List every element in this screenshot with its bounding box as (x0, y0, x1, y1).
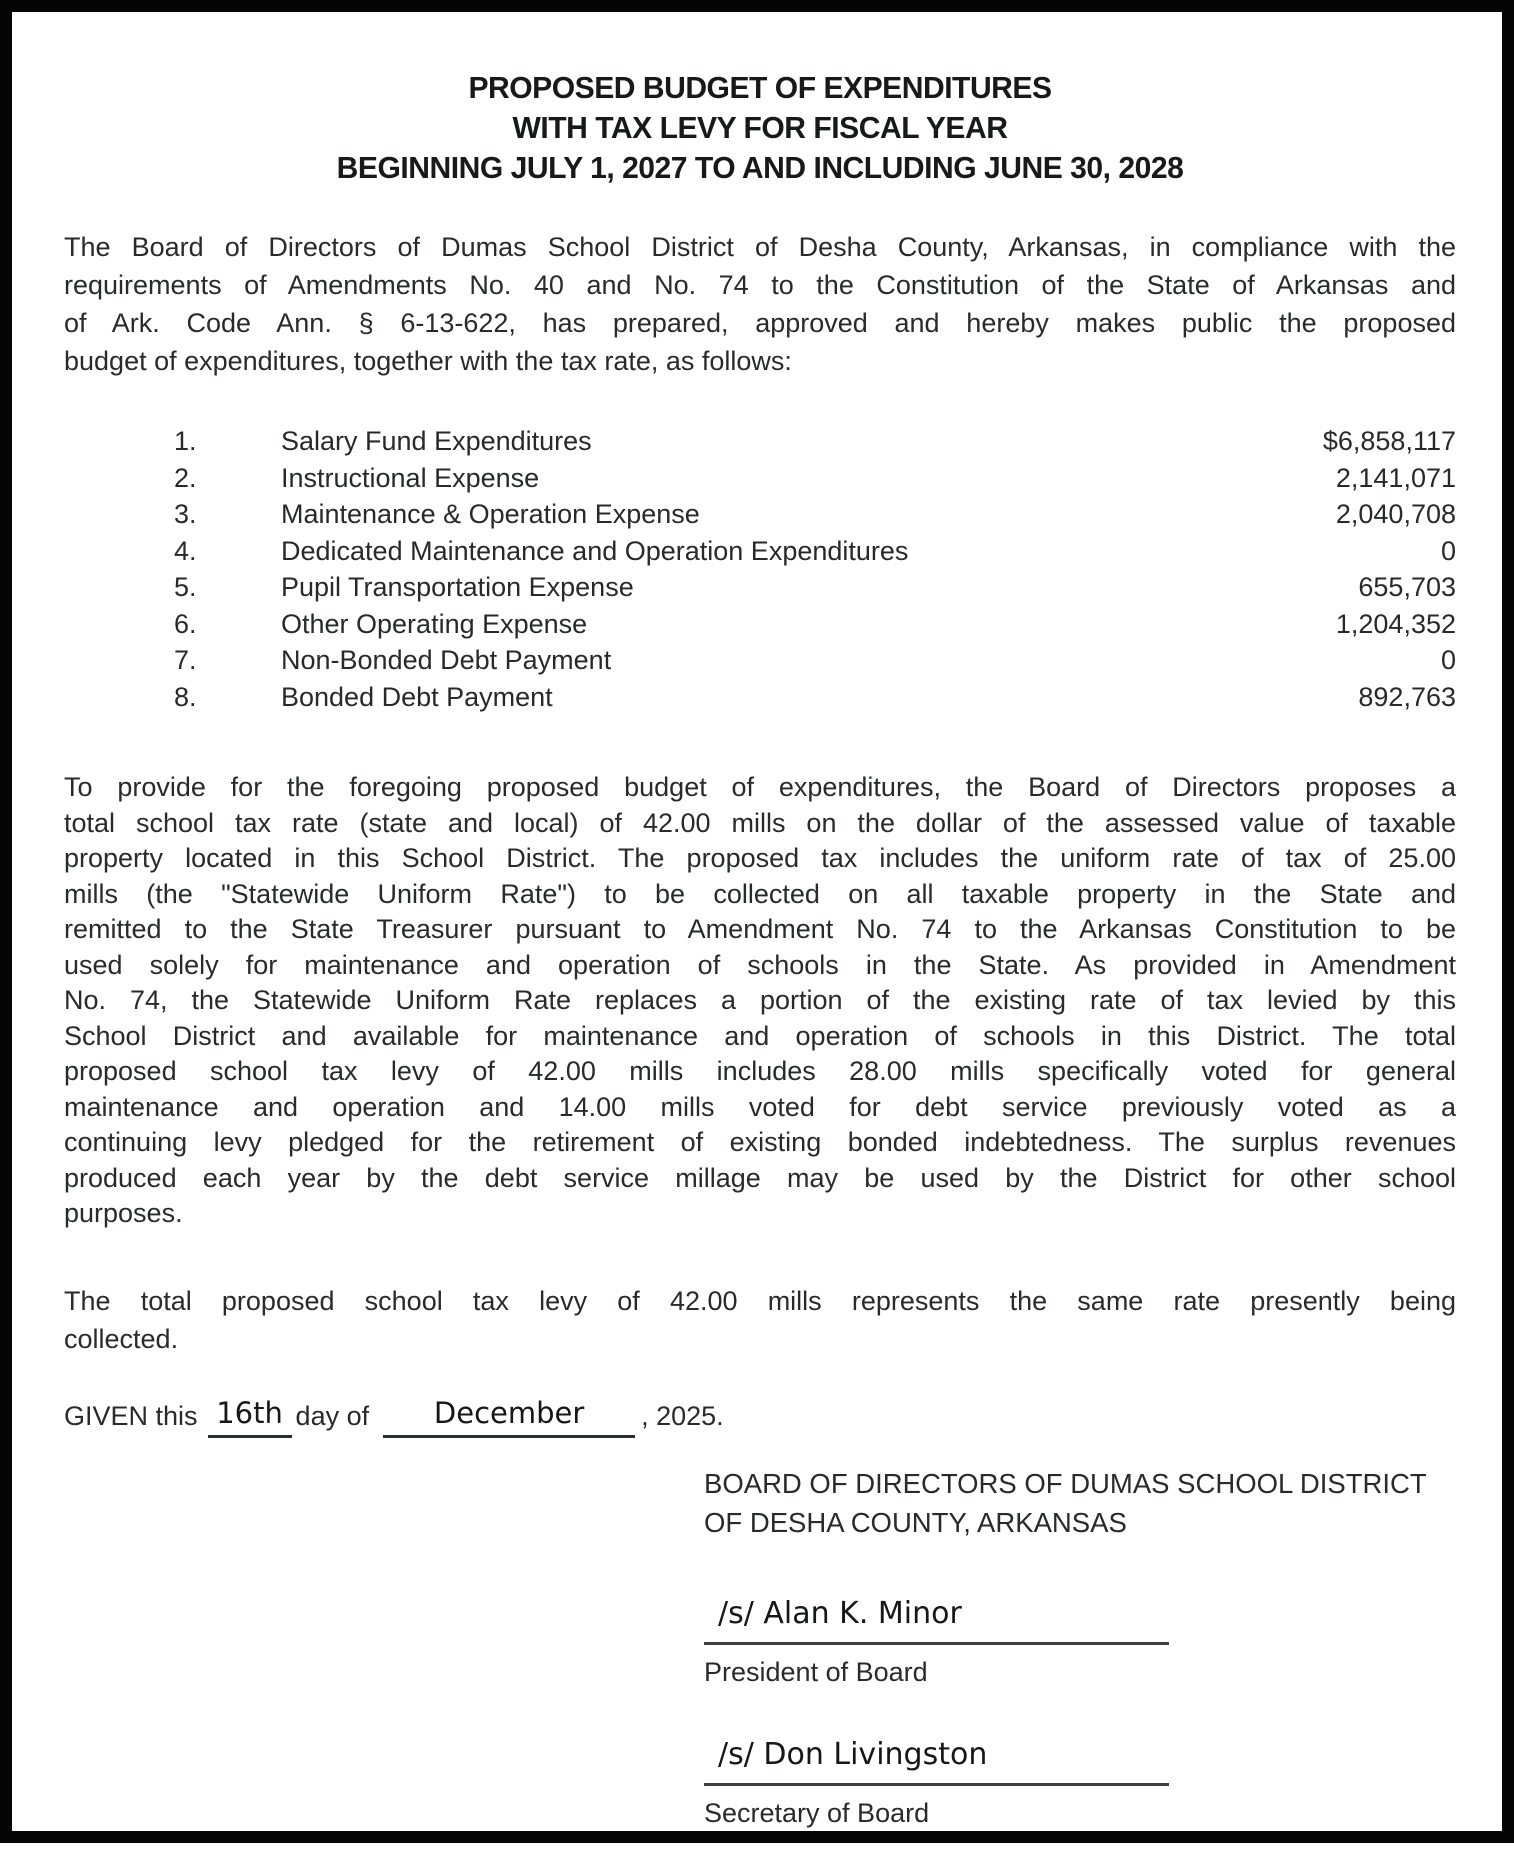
text-line: PROPOSED BUDGET OF EXPENDITURES (468, 70, 1052, 105)
budget-item-amount: 655,703 (1358, 572, 1456, 602)
budget-item-amount: 0 (1440, 645, 1456, 675)
text-line: purposes. (64, 1198, 183, 1228)
budget-item-number: 8. (174, 681, 197, 712)
budget-item-amount: 2,141,071 (1335, 462, 1456, 493)
text-line: total school tax rate (state and local) of 42.00 mills on the dollar of the assessed value of taxable (64, 807, 1456, 838)
text-line: The Board of Directors of Dumas School District of Desha County, Arkansas, in compliance with the (64, 232, 1456, 262)
text-line: of Ark. Code Ann. § 6-13-622, has prepared, approved and hereby makes public the proposed (64, 308, 1456, 338)
budget-row (64, 463, 1456, 500)
budget-row (64, 645, 1456, 682)
intro-paragraph (64, 228, 1456, 380)
budget-item-number: 2. (174, 462, 197, 493)
signature-block-president (704, 1594, 1456, 1689)
text-line: To provide for the foregoing proposed budget of expenditures, the Board of Directors proposes a (64, 772, 1456, 802)
budget-item-amount: 1,204,352 (1335, 608, 1456, 639)
text-line: remitted to the State Treasurer pursuant to Amendment No. 74 to the Arkansas Constitution to be (64, 914, 1456, 944)
budget-item-label: Non-Bonded Debt Payment (281, 645, 612, 675)
text-line: proposed school tax levy of 42.00 mills includes 28.00 mills specifically voted for general (64, 1056, 1456, 1086)
text-line: BOARD OF DIRECTORS OF DUMAS SCHOOL DISTRICT (704, 1467, 1427, 1499)
text-line: BEGINNING JULY 1, 2027 TO AND INCLUDING JUNE 30, 2028 (336, 150, 1184, 185)
text-line: requirements of Amendments No. 40 and No. 74 to the Constitution of the State of Arkansas and (64, 270, 1456, 300)
budget-item-label: Instructional Expense (281, 462, 540, 493)
given-suffix: , 2025. (641, 1400, 724, 1431)
secretary-signature: /s/ Don Livingston (718, 1736, 988, 1772)
president-title: President of Board (704, 1656, 928, 1687)
budget-row (64, 426, 1456, 463)
budget-row (64, 682, 1456, 719)
levy-summary-paragraph (64, 1282, 1456, 1358)
text-line: property located in this School District. The proposed tax includes the uniform rate of tax of 25.00 (64, 843, 1456, 873)
board-of-directors-heading (704, 1464, 1456, 1542)
text-line: mills (the "Statewide Uniform Rate") to be collected on all taxable property in the State and (64, 878, 1456, 909)
budget-item-number: 3. (174, 499, 197, 529)
text-line: maintenance and operation and 14.00 mills voted for debt service previously voted as a (64, 1091, 1456, 1122)
budget-item-number: 1. (174, 426, 197, 456)
text-line: WITH TAX LEVY FOR FISCAL YEAR (512, 110, 1008, 145)
text-line: continuing levy pledged for the retirement of existing bonded indebtedness. The surplus revenues (64, 1127, 1456, 1157)
budget-item-number: 5. (174, 572, 197, 602)
secretary-title: Secretary of Board (704, 1797, 930, 1828)
president-signature: /s/ Alan K. Minor (718, 1595, 962, 1631)
secretary-signature-line (704, 1735, 1169, 1786)
day-fill-slot (208, 1395, 292, 1438)
budget-item-amount: 892,763 (1358, 681, 1456, 712)
tax-rate-paragraph (64, 770, 1456, 1232)
text-line: budget of expenditures, together with the tax rate, as follows: (64, 346, 792, 376)
budget-item-label: Pupil Transportation Expense (281, 572, 634, 602)
budget-item-label: Maintenance & Operation Expense (281, 499, 700, 529)
text-line: collected. (64, 1323, 179, 1354)
month-fill-slot (383, 1395, 635, 1438)
text-line: produced each year by the debt service millage may be used by the District for other school (64, 1162, 1456, 1193)
budget-item-label: Dedicated Maintenance and Operation Expenditures (281, 535, 909, 566)
text-line: No. 74, the Statewide Uniform Rate replaces a portion of the existing rate of tax levied by this (64, 985, 1456, 1015)
signature-block-secretary (704, 1735, 1456, 1830)
budget-row (64, 609, 1456, 646)
budget-row (64, 536, 1456, 573)
budget-item-number: 6. (174, 608, 197, 639)
budget-list (64, 426, 1456, 718)
given-prefix: GIVEN this (64, 1400, 198, 1431)
budget-item-amount: $6,858,117 (1322, 426, 1456, 456)
document-content (12, 12, 1502, 1850)
budget-item-label: Other Operating Expense (281, 608, 588, 639)
budget-row (64, 572, 1456, 609)
budget-item-amount: 2,040,708 (1335, 499, 1456, 529)
text-line: OF DESHA COUNTY, ARKANSAS (704, 1506, 1127, 1538)
month-value: December (433, 1395, 585, 1430)
budget-item-label: Salary Fund Expenditures (281, 426, 592, 456)
budget-item-amount: 0 (1440, 535, 1456, 566)
day-value: 16th (216, 1395, 283, 1430)
text-line: used solely for maintenance and operation of schools in the State. As provided in Amendment (64, 949, 1456, 980)
text-line: The total proposed school tax levy of 42.00 mills represents the same rate presently being (64, 1285, 1456, 1316)
budget-item-number: 7. (174, 645, 197, 675)
budget-row (64, 499, 1456, 536)
president-signature-line (704, 1594, 1169, 1645)
given-connector: day of (295, 1400, 370, 1431)
budget-item-number: 4. (174, 535, 197, 566)
given-date-line (64, 1395, 1456, 1438)
budget-item-label: Bonded Debt Payment (281, 681, 553, 712)
text-line: School District and available for maintenance and operation of schools in this District. The total (64, 1020, 1456, 1051)
document-title (64, 68, 1456, 188)
